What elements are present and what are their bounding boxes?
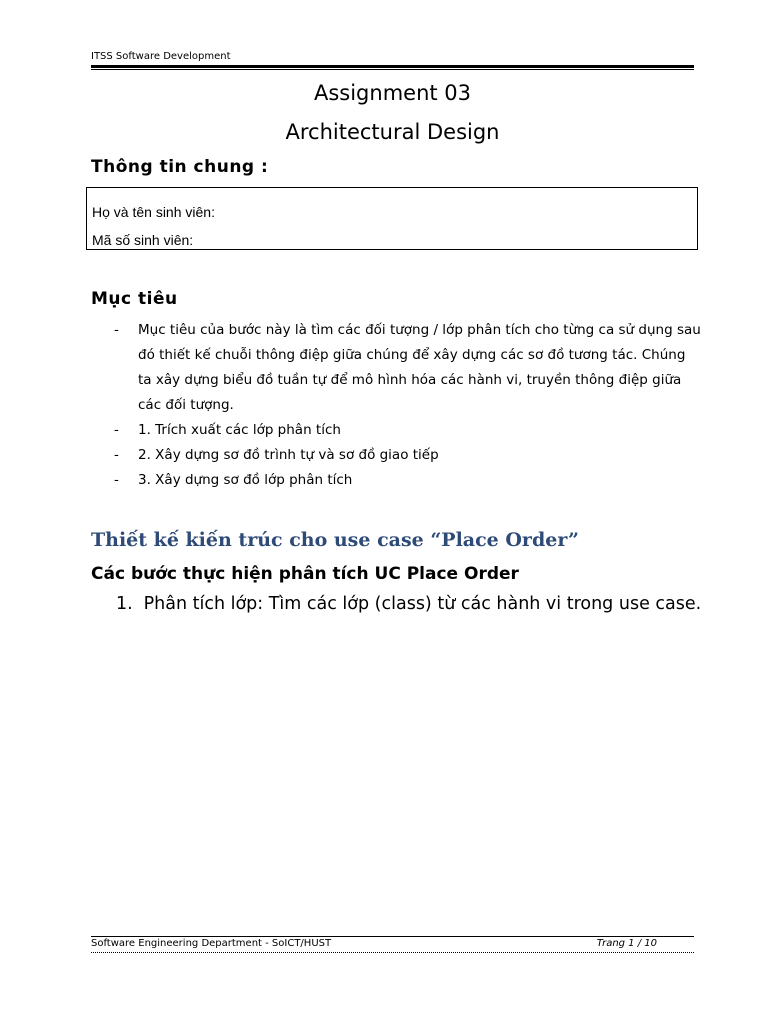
goal-heading: Mục tiêu bbox=[91, 289, 178, 309]
bullet-dash: - bbox=[114, 472, 119, 488]
footer-department-text: Software Engineering Department - SoICT/HUST bbox=[91, 938, 332, 949]
bullet-text: 3. Xây dựng sơ đồ lớp phân tích bbox=[138, 472, 353, 488]
bullet-text: Mục tiêu của bước này là tìm các đối tượng / lớp phân tích cho từng ca sử dụng sau đó thiết kế chuỗi thông điệp giữa chúng để xây dựng các sơ đồ tương tác. Chúng ta xây dựng biểu đồ tuần tự để mô hình hóa các hành vi, truyền thông điệp giữa các đối tượng. bbox=[138, 322, 701, 413]
bullet-dash: - bbox=[114, 322, 119, 338]
analysis-step-item bbox=[116, 594, 701, 614]
student-info-box bbox=[86, 187, 698, 250]
list-item bbox=[91, 418, 701, 443]
document-subtitle: Architectural Design bbox=[285, 120, 500, 144]
goal-bullet-list bbox=[91, 318, 701, 493]
page-number: Trang 1 / 10 bbox=[596, 938, 657, 949]
page-header-text: ITSS Software Development bbox=[91, 51, 231, 62]
list-item bbox=[91, 318, 701, 418]
header-rule bbox=[91, 65, 694, 68]
analysis-steps-heading: Các bước thực hiện phân tích UC Place Order bbox=[91, 564, 519, 584]
bullet-dash: - bbox=[114, 422, 119, 438]
step-text: Phân tích lớp: Tìm các lớp (class) từ các hành vi trong use case. bbox=[143, 594, 702, 614]
bullet-dash: - bbox=[114, 447, 119, 463]
student-name-field[interactable]: Họ và tên sinh viên: bbox=[92, 204, 215, 220]
list-item bbox=[91, 443, 701, 468]
bullet-text: 1. Trích xuất các lớp phân tích bbox=[138, 422, 341, 438]
bullet-text: 2. Xây dựng sơ đồ trình tự và sơ đồ giao tiếp bbox=[138, 447, 439, 463]
architecture-design-heading: Thiết kế kiến trúc cho use case “Place Order” bbox=[91, 529, 579, 551]
list-item bbox=[91, 468, 701, 493]
footer-rule bbox=[91, 936, 694, 937]
header-rule-thin bbox=[91, 69, 694, 70]
document-title: Assignment 03 bbox=[313, 81, 472, 105]
step-number: 1. bbox=[116, 594, 133, 614]
general-info-heading: Thông tin chung : bbox=[91, 157, 269, 177]
footer-dotted-rule bbox=[91, 952, 694, 953]
student-id-field[interactable]: Mã số sinh viên: bbox=[92, 232, 194, 248]
